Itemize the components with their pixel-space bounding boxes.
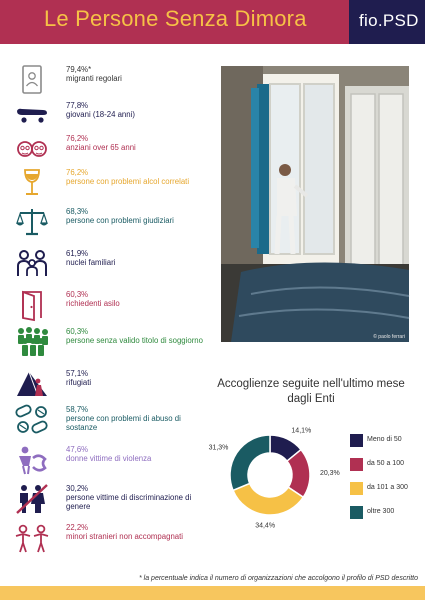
item-text: 77,8% giovani (18-24 anni) — [66, 101, 135, 119]
item-text: 22,2% minori stranieri non accompagnati — [66, 523, 184, 541]
item-text: 79,4%* migranti regolari — [66, 65, 122, 83]
legend-item — [350, 458, 422, 482]
donut-slice — [230, 435, 270, 490]
slice-label: 31,3% — [208, 444, 229, 452]
list-item — [14, 247, 204, 283]
bottom-bar — [0, 586, 425, 600]
scales-of-justice-icon — [14, 206, 50, 238]
violence-victim-icon — [14, 444, 50, 476]
room-illustration — [221, 66, 409, 342]
refugee-tent-icon — [14, 368, 50, 400]
legend-label: da 50 a 100 — [367, 460, 404, 467]
logo-text: fio.PSD — [359, 11, 419, 30]
item-text: 47,6% donne vittime di violenza — [66, 445, 152, 463]
item-text: 60,3% richiedenti asilo — [66, 290, 120, 308]
pills-icon — [14, 404, 50, 436]
list-item — [14, 521, 204, 557]
item-text: 68,3% persone con problemi giudiziari — [66, 207, 174, 225]
family-icon — [14, 248, 50, 280]
chart-title: Accoglienze seguite nell'ultimo mese dagli Enti — [217, 378, 405, 405]
list-item — [14, 482, 204, 518]
legend-swatch — [350, 434, 363, 447]
gender-discrimination-icon — [14, 483, 50, 515]
open-door-icon — [14, 289, 50, 321]
footnote: * la percentuale indica il numero di organizzazioni che accolgono il profilo di PSD descritto — [139, 575, 418, 582]
item-text: 58,7% persone con problemi di abuso di sostanze — [66, 405, 181, 432]
legend-item — [350, 482, 422, 506]
crowd-icon — [14, 326, 50, 358]
slice-label: 14,1% — [291, 427, 312, 435]
elderly-faces-icon — [14, 133, 50, 165]
photo-credit: © paolo ferrari — [373, 334, 405, 340]
list-item — [14, 443, 204, 479]
skateboard-icon — [14, 100, 50, 132]
children-icon — [14, 522, 50, 554]
header-bar — [0, 0, 425, 44]
item-text: 61,9% nuclei familiari — [66, 249, 116, 267]
logo — [349, 0, 425, 44]
legend-swatch — [350, 506, 363, 519]
chart-legend — [350, 434, 422, 530]
list-item — [14, 63, 204, 99]
item-text: 76,2% anziani over 65 anni — [66, 134, 136, 152]
list-item — [14, 132, 204, 168]
donut-chart — [208, 418, 348, 536]
legend-item — [350, 506, 422, 530]
list-item — [14, 403, 204, 439]
wine-glass-icon — [14, 167, 50, 199]
legend-label: Meno di 50 — [367, 436, 402, 443]
legend-item — [350, 434, 422, 458]
item-text: 60,3% persone senza valido titolo di soggiorno — [66, 327, 203, 345]
item-text: 30,2% persone vittime di discriminazione di genere — [66, 484, 192, 511]
list-item — [14, 166, 204, 202]
legend-swatch — [350, 482, 363, 495]
slice-label: 34,4% — [255, 522, 276, 530]
room-photo — [221, 66, 409, 342]
list-item — [14, 99, 204, 135]
legend-label: da 101 a 300 — [367, 484, 408, 491]
legend-label: oltre 300 — [367, 508, 395, 515]
list-item — [14, 205, 204, 241]
item-text: 57,1% rifugiati — [66, 369, 92, 387]
page-title: Le Persone Senza Dimora — [44, 6, 307, 31]
list-item — [14, 367, 204, 403]
list-item — [14, 288, 204, 324]
list-item — [14, 325, 204, 361]
legend-swatch — [350, 458, 363, 471]
item-text: 76,2% persone con problemi alcol correlati — [66, 168, 190, 186]
slice-label: 20,3% — [319, 470, 340, 478]
id-document-icon — [14, 64, 50, 96]
